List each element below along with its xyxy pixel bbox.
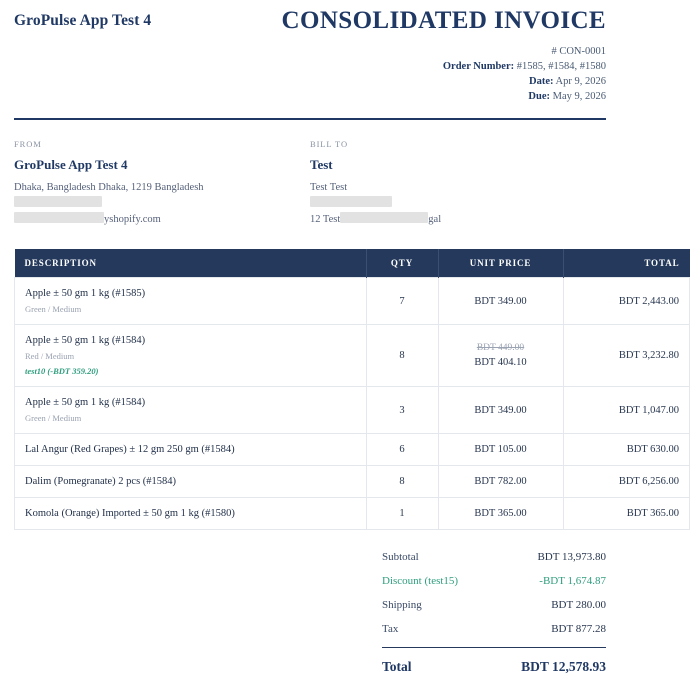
cell-line-total: BDT 3,232.80 [563, 325, 690, 387]
bill-to-redacted [310, 196, 606, 212]
cell-description [15, 278, 367, 325]
item-title: Dalim (Pomegranate) 2 pcs (#1584) [25, 476, 177, 488]
redaction-bar [340, 212, 428, 223]
unit-price-original: BDT 449.00 [476, 343, 525, 354]
table-header [15, 249, 690, 278]
invoice-number: # CON-0001 [551, 46, 606, 58]
cell-unit-price [438, 498, 563, 530]
invoice-meta-list [282, 44, 606, 104]
summary-row-subtotal [382, 545, 606, 569]
cell-line-total: BDT 365.00 [563, 498, 690, 530]
item-variant: Green / Medium [25, 413, 82, 424]
tax-value: BDT 877.28 [551, 623, 606, 636]
summary-section [382, 545, 606, 681]
bill-to-line1: Test Test [310, 182, 348, 194]
item-title: Lal Angur (Red Grapes) ± 12 gm 250 gm (#1584) [25, 444, 235, 456]
cell-line-total: BDT 2,443.00 [563, 278, 690, 325]
table-body [15, 278, 690, 530]
date-label: Date: [528, 76, 554, 88]
cell-unit-price [438, 466, 563, 498]
unit-price-final: BDT 404.10 [474, 357, 527, 369]
from-email [14, 212, 310, 228]
summary-row-shipping [382, 593, 606, 617]
table-header-row [15, 249, 690, 278]
item-discount-note: test10 (-BDT 359.20) [25, 366, 99, 377]
table-row [15, 278, 690, 325]
cell-unit-price [438, 278, 563, 325]
from-email-suffix: yshopify.com [104, 214, 161, 226]
item-variant: Red / Medium [25, 351, 75, 362]
unit-price-final: BDT 105.00 [474, 444, 527, 456]
order-number-value: #1585, #1584, #1580 [516, 61, 606, 73]
total-value: BDT 12,578.93 [521, 659, 606, 675]
column-header-qty: QTY [366, 249, 438, 278]
from-phone-redacted [14, 196, 310, 212]
cell-line-total: BDT 1,047.00 [563, 387, 690, 434]
bill-to-phone-prefix: 12 Test [310, 214, 341, 226]
subtotal-value: BDT 13,973.80 [537, 551, 606, 564]
cell-qty: 8 [366, 466, 438, 498]
unit-price-final: BDT 782.00 [474, 476, 527, 488]
table-row [15, 325, 690, 387]
cell-unit-price [438, 434, 563, 466]
shipping-label: Shipping [382, 599, 422, 612]
bill-to-name: Test [310, 157, 333, 173]
due-date-row [282, 89, 606, 104]
page-title: CONSOLIDATED INVOICE [281, 7, 606, 34]
header-meta-block [282, 8, 606, 104]
redaction-bar [310, 196, 392, 207]
cell-description [15, 498, 367, 530]
item-title: Apple ± 50 gm 1 kg (#1584) [25, 397, 146, 409]
cell-qty: 8 [366, 325, 438, 387]
redaction-bar [14, 196, 102, 207]
from-name: GroPulse App Test 4 [14, 157, 128, 173]
line-items-table [14, 249, 690, 530]
table-row [15, 387, 690, 434]
table-row [15, 498, 690, 530]
brand-name: GroPulse App Test 4 [14, 12, 152, 29]
date-row [282, 74, 606, 89]
column-header-unit-price: UNIT PRICE [438, 249, 563, 278]
column-header-total: TOTAL [563, 249, 690, 278]
discount-label: Discount (test15) [382, 575, 459, 588]
date-value: Apr 9, 2026 [555, 76, 606, 88]
cell-qty: 3 [366, 387, 438, 434]
order-number-label: Order Number: [442, 61, 515, 73]
cell-qty: 1 [366, 498, 438, 530]
cell-line-total: BDT 6,256.00 [563, 466, 690, 498]
table-row [15, 434, 690, 466]
column-header-description: DESCRIPTION [15, 249, 367, 278]
tax-label: Tax [382, 623, 399, 636]
bill-to-phone [310, 212, 606, 228]
unit-price-final: BDT 349.00 [474, 404, 527, 416]
summary-row-total [382, 648, 606, 681]
summary-row-tax [382, 617, 606, 641]
bill-to-label: BILL TO [310, 139, 349, 150]
item-variant: Green / Medium [25, 304, 82, 315]
bill-to-block [310, 139, 606, 228]
cell-unit-price [438, 325, 563, 387]
redaction-bar [14, 212, 104, 223]
cell-line-total: BDT 630.00 [563, 434, 690, 466]
cell-description [15, 387, 367, 434]
parties-section [14, 139, 606, 228]
order-number-row [282, 59, 606, 74]
cell-description [15, 325, 367, 387]
cell-description [15, 434, 367, 466]
discount-value: -BDT 1,674.87 [539, 575, 606, 588]
due-date-label: Due: [528, 91, 550, 103]
subtotal-label: Subtotal [382, 551, 419, 564]
summary-row-discount [382, 569, 606, 593]
cell-qty: 7 [366, 278, 438, 325]
item-title: Komola (Orange) Imported ± 50 gm 1 kg (#1580) [25, 508, 235, 520]
cell-unit-price [438, 387, 563, 434]
item-title: Apple ± 50 gm 1 kg (#1584) [25, 335, 146, 347]
cell-qty: 6 [366, 434, 438, 466]
document-header [14, 0, 606, 104]
cell-description [15, 466, 367, 498]
item-title: Apple ± 50 gm 1 kg (#1585) [25, 288, 146, 300]
total-label: Total [382, 659, 412, 675]
header-divider [14, 118, 606, 120]
table-row [15, 466, 690, 498]
unit-price-final: BDT 349.00 [474, 295, 527, 307]
from-address: Dhaka, Bangladesh Dhaka, 1219 Bangladesh [14, 182, 204, 194]
shipping-value: BDT 280.00 [551, 599, 606, 612]
from-label: FROM [14, 139, 42, 150]
unit-price-final: BDT 365.00 [474, 508, 527, 520]
from-block [14, 139, 310, 228]
due-date-value: May 9, 2026 [552, 91, 606, 103]
invoice-number-row [282, 44, 606, 59]
bill-to-phone-suffix: gal [428, 214, 442, 226]
